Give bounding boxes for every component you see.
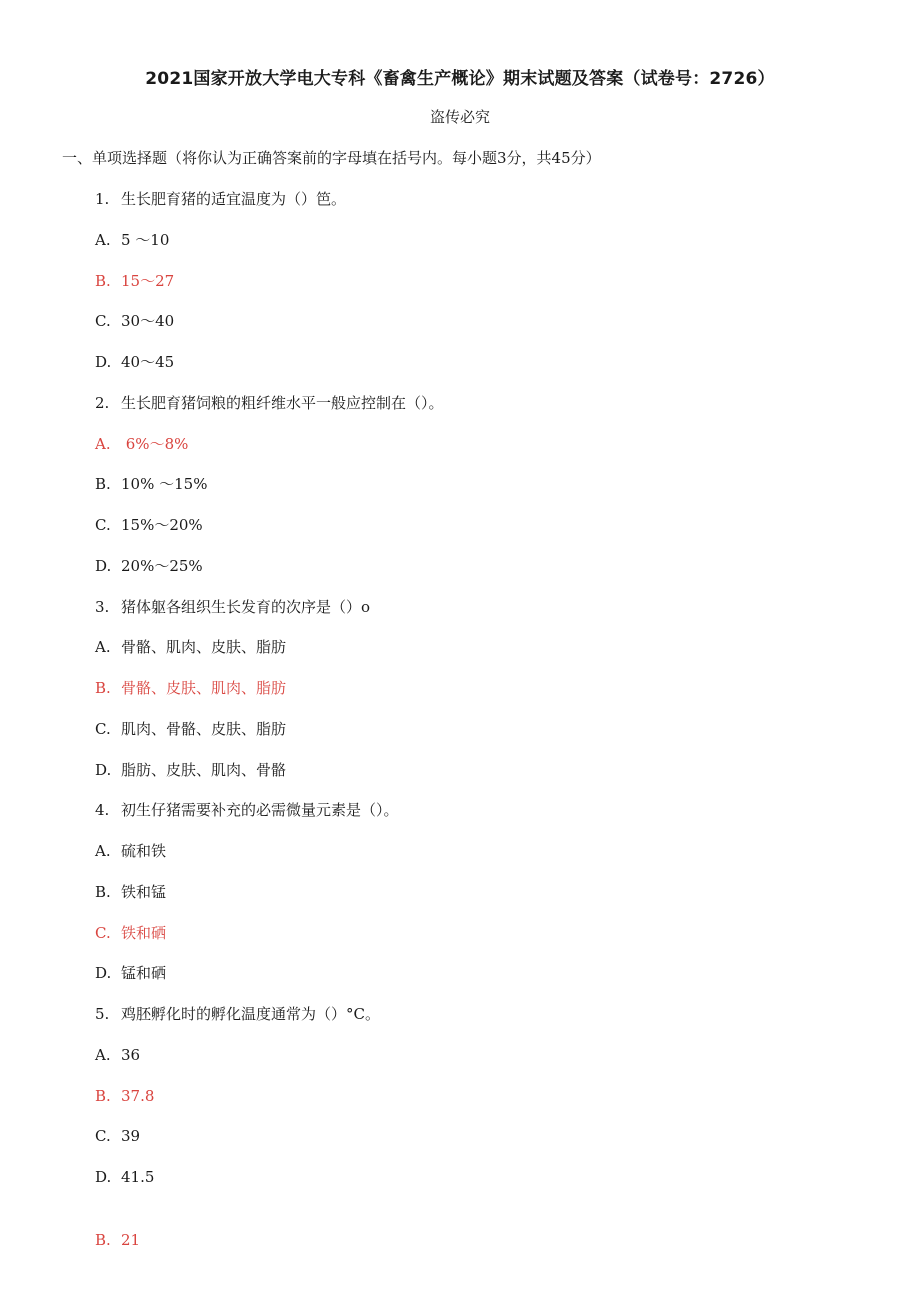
option-line bbox=[95, 555, 203, 577]
option-line bbox=[95, 473, 207, 495]
option-text: 40～45 bbox=[121, 353, 175, 371]
option-letter: C. bbox=[95, 720, 111, 738]
option-letter: C. bbox=[95, 516, 111, 534]
option-letter: D. bbox=[95, 761, 112, 779]
option-line-answer bbox=[95, 677, 286, 699]
option-text: 肌肉、骨骼、皮肤、脂肪 bbox=[121, 720, 287, 738]
option-letter: B. bbox=[95, 1087, 111, 1105]
option-text: 15～27 bbox=[121, 272, 175, 290]
option-letter: A. bbox=[95, 231, 111, 249]
question-line bbox=[95, 596, 370, 618]
option-letter: B. bbox=[95, 883, 111, 901]
option-text: 锰和硒 bbox=[121, 964, 167, 982]
option-text: 41.5 bbox=[121, 1168, 155, 1186]
question-line bbox=[95, 799, 399, 821]
option-line-answer bbox=[95, 270, 174, 292]
document-title: 2021国家开放大学电大专科《畜禽生产概论》期末试题及答案（试卷号：2726） bbox=[145, 69, 775, 89]
question-text: 鸡胚孵化时的孵化温度通常为（）°C。 bbox=[121, 1005, 380, 1023]
option-text: 骨骼、肌肉、皮肤、脂肪 bbox=[121, 638, 287, 656]
question-number: 4. bbox=[95, 801, 110, 819]
option-letter: D. bbox=[95, 964, 112, 982]
option-line bbox=[95, 1044, 140, 1066]
option-line-answer bbox=[95, 433, 188, 455]
option-text: 脂肪、皮肤、肌肉、骨骼 bbox=[121, 761, 287, 779]
option-letter: D. bbox=[95, 353, 112, 371]
option-line bbox=[95, 1166, 154, 1188]
option-line bbox=[95, 229, 169, 251]
option-line-answer bbox=[95, 922, 166, 944]
question-text: 猪体躯各组织生长发育的次序是（）o bbox=[121, 598, 371, 616]
question-line bbox=[95, 1003, 380, 1025]
option-line-answer bbox=[95, 1085, 154, 1107]
document-subtitle: 盗传必究 bbox=[429, 108, 490, 126]
option-text: 铁和硒 bbox=[121, 924, 167, 942]
option-text: 10% ～15% bbox=[121, 475, 208, 493]
option-letter: D. bbox=[95, 557, 112, 575]
option-text: 6%～8% bbox=[121, 435, 189, 453]
option-letter: A. bbox=[95, 435, 111, 453]
option-line bbox=[95, 718, 286, 740]
option-text: 15%～20% bbox=[121, 516, 203, 534]
option-text: 20%～25% bbox=[121, 557, 203, 575]
option-letter: C. bbox=[95, 924, 111, 942]
option-letter: B. bbox=[95, 475, 111, 493]
option-letter: A. bbox=[95, 842, 111, 860]
option-text: 39 bbox=[121, 1127, 141, 1145]
option-letter: C. bbox=[95, 1127, 111, 1145]
question-text: 初生仔猪需要补充的必需微量元素是（）。 bbox=[121, 801, 399, 819]
question-line bbox=[95, 188, 346, 210]
option-letter: C. bbox=[95, 312, 111, 330]
option-text: 5 ～10 bbox=[121, 231, 170, 249]
option-line bbox=[95, 759, 286, 781]
option-text: 21 bbox=[121, 1231, 141, 1249]
option-line bbox=[95, 962, 166, 984]
option-line bbox=[95, 351, 174, 373]
option-line bbox=[95, 514, 203, 536]
option-line bbox=[95, 636, 286, 658]
option-line bbox=[95, 881, 166, 903]
option-letter: B. bbox=[95, 272, 111, 290]
option-text: 硫和铁 bbox=[121, 842, 167, 860]
option-line bbox=[95, 310, 174, 332]
option-letter: A. bbox=[95, 1046, 111, 1064]
option-letter: A. bbox=[95, 638, 111, 656]
section-heading: 一、单项选择题（将你认为正确答案前的字母填在括号内。每小题3分，共45分） bbox=[62, 149, 601, 167]
option-text: 30～40 bbox=[121, 312, 175, 330]
option-letter: B. bbox=[95, 1231, 111, 1249]
option-text: 36 bbox=[121, 1046, 141, 1064]
option-text: 骨骼、皮肤、肌肉、脂肪 bbox=[121, 679, 287, 697]
question-text: 生长肥育猪的适宜温度为（）笆。 bbox=[121, 190, 347, 208]
option-text: 37.8 bbox=[121, 1087, 155, 1105]
option-letter: D. bbox=[95, 1168, 112, 1186]
question-line bbox=[95, 392, 444, 414]
question-text: 生长肥育猪饲粮的粗纤维水平一般应控制在（）。 bbox=[121, 394, 444, 412]
question-number: 2. bbox=[95, 394, 110, 412]
trailing-answer-line bbox=[95, 1229, 140, 1251]
question-number: 5. bbox=[95, 1005, 110, 1023]
option-letter: B. bbox=[95, 679, 111, 697]
question-number: 1. bbox=[95, 190, 110, 208]
option-line bbox=[95, 1125, 140, 1147]
question-number: 3. bbox=[95, 598, 110, 616]
option-line bbox=[95, 840, 166, 862]
option-text: 铁和锰 bbox=[121, 883, 167, 901]
